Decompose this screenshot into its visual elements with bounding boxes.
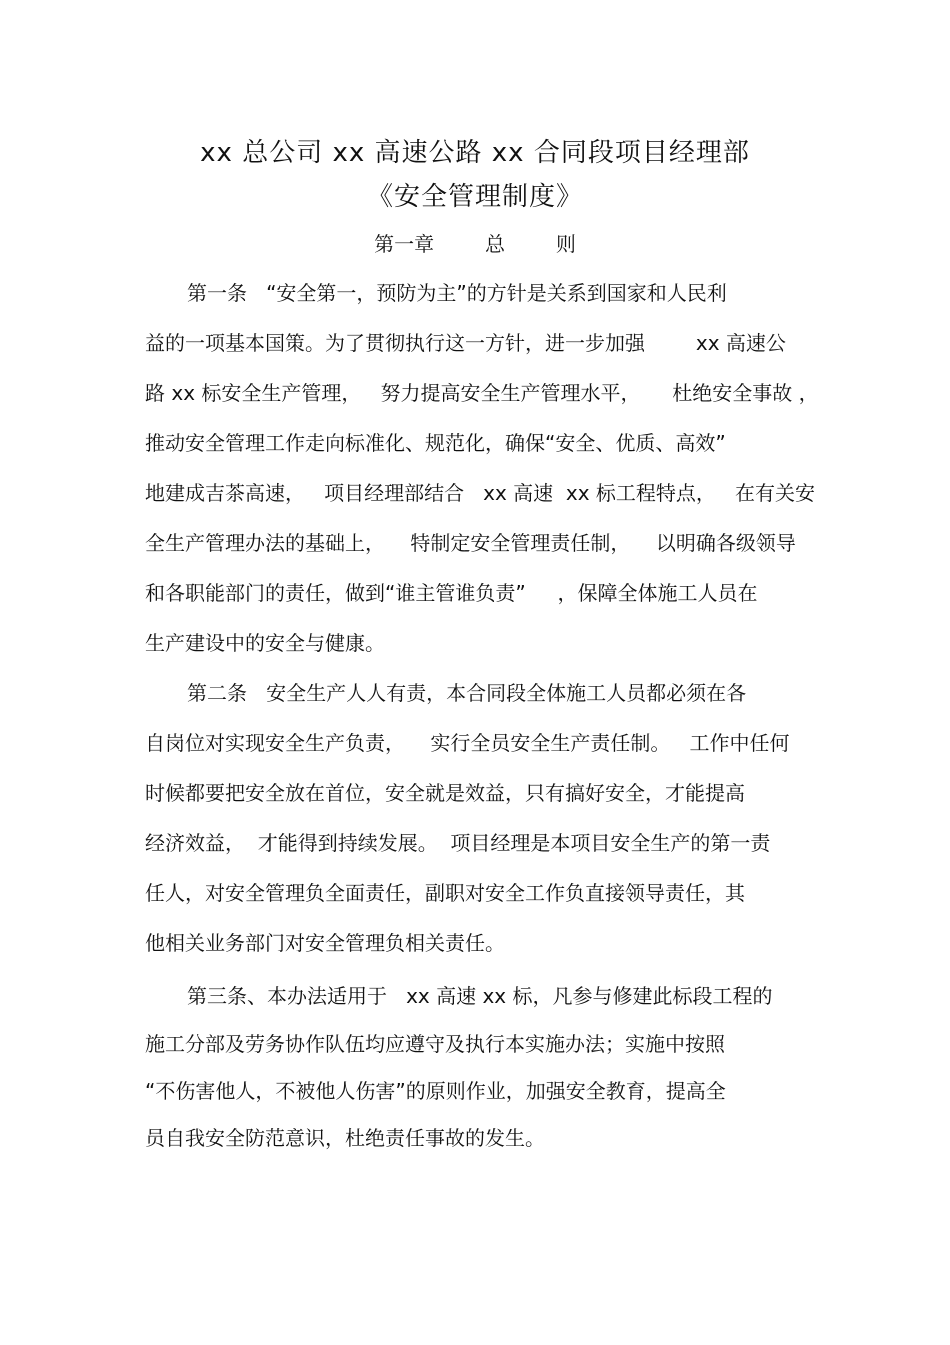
document-title-line-2: 《安全管理制度》 [366, 182, 583, 212]
article-1-line-8: 生产建设中的安全与健康。 [145, 631, 385, 655]
chapter-heading: 第一章 总 则 [374, 232, 576, 256]
article-2-line-4: 经济效益， 才能得到持续发展。 项目经理是本项目安全生产的第一责 [145, 831, 771, 855]
article-2-line-5: 任人，对安全管理负全面责任，副职对安全工作负直接领导责任，其 [145, 881, 745, 905]
document-title-line-1: xx 总公司 xx 高速公路 xx 合同段项目经理部 [200, 138, 750, 168]
article-3-line-2: 施工分部及劳务协作队伍均应遵守及执行本实施办法；实施中按照 [145, 1032, 725, 1056]
article-1-line-5: 地建成吉茶高速， 项目经理部结合 xx 高速 xx 标工程特点， 在有关安 [145, 481, 815, 505]
article-3-line-1: 第三条、本办法适用于 xx 高速 xx 标，凡参与修建此标段工程的 [187, 984, 773, 1008]
article-1-line-3: 路 xx 标安全生产管理， 努力提高安全生产管理水平， 杜绝安全事故 ， [145, 381, 819, 405]
article-3-line-4: 员自我安全防范意识，杜绝责任事故的发生。 [145, 1126, 545, 1150]
article-3-line-3: “不伤害他人，不被他人伤害”的原则作业，加强安全教育，提高全 [145, 1079, 726, 1103]
article-2-line-1: 第二条 安全生产人人有责，本合同段全体施工人员都必须在各 [187, 681, 747, 705]
article-2-line-2: 自岗位对实现安全生产负责， 实行全员安全生产责任制。 工作中任何 [145, 731, 790, 755]
article-1-line-4: 推动安全管理工作走向标准化、规范化，确保“安全、优质、高效” [145, 431, 726, 455]
article-1-line-2: 益的一项基本国策。为了贯彻执行这一方针，进一步加强 xx 高速公 [145, 331, 786, 355]
article-2-line-3: 时候都要把安全放在首位，安全就是效益，只有搞好安全，才能提高 [145, 781, 745, 805]
article-1-line-6: 全生产管理办法的基础上， 特制定安全管理责任制， 以明确各级领导 [145, 531, 796, 555]
article-1-line-1: 第一条 “安全第一，预防为主”的方针是关系到国家和人民利 [187, 281, 727, 305]
article-2-line-6: 他相关业务部门对安全管理负相关责任。 [145, 931, 505, 955]
article-1-line-7: 和各职能部门的责任，做到“谁主管谁负责” ，保障全体施工人员在 [145, 581, 758, 605]
